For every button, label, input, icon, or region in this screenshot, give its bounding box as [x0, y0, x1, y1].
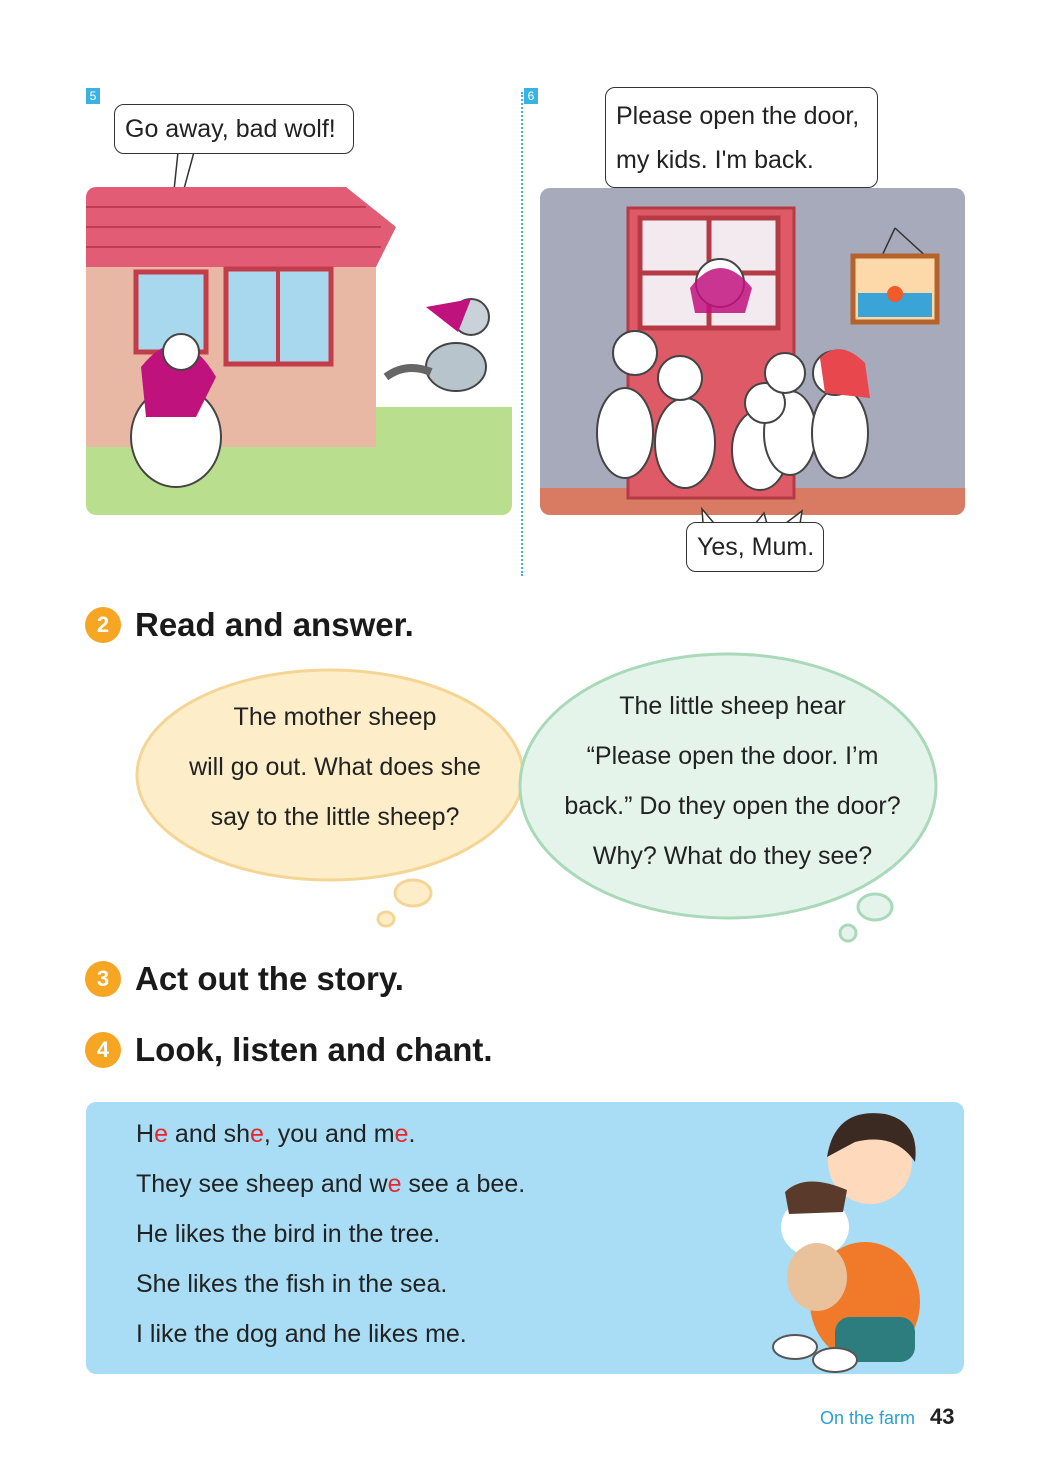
chant-text: He likes the bird in the tree. [136, 1220, 441, 1248]
chant-line [136, 1270, 447, 1299]
section-title: Act out the story. [135, 960, 404, 997]
chant-line [136, 1170, 525, 1199]
panel-number: 6 [524, 88, 538, 104]
chant-text: . [408, 1120, 416, 1148]
speech-text: Go away, bad wolf! [125, 115, 336, 143]
panel-divider [521, 92, 523, 576]
speech-bubble-mother [605, 87, 878, 188]
question-left [150, 692, 520, 842]
highlighted-letter: e [249, 1120, 264, 1148]
door-and-lambs-illustration [540, 188, 965, 515]
panel-number: 5 [86, 88, 100, 104]
chant-text: and sh [167, 1120, 250, 1148]
question-line: back.” Do they open the door? [564, 792, 901, 820]
chant-line [136, 1220, 440, 1249]
section-number: 4 [85, 1032, 121, 1068]
question-right [530, 681, 935, 881]
question-line: Why? What do they see? [592, 842, 873, 870]
speech-bubble-lambs [686, 522, 824, 572]
highlighted-letter: e [394, 1120, 409, 1148]
speech-text: Yes, Mum. [697, 533, 815, 561]
speech-text: Please open the door, [616, 102, 860, 130]
speech-bubble-wolf [114, 104, 354, 154]
chant-line [136, 1320, 467, 1349]
question-line: The mother sheep [233, 703, 437, 731]
house-and-wolf-illustration [86, 187, 512, 515]
section-number: 3 [85, 961, 121, 997]
chant-line [136, 1120, 415, 1149]
question-line: The little sheep hear [619, 692, 846, 720]
chant-text: She likes the fish in the sea. [136, 1270, 448, 1298]
section-act-out [85, 960, 404, 998]
section-number: 2 [85, 607, 121, 643]
question-line: “Please open the door. I’m [586, 742, 879, 770]
question-line: will go out. What does she [189, 753, 481, 781]
chant-text: I like the dog and he likes me. [136, 1320, 467, 1348]
highlighted-letter: e [154, 1120, 168, 1148]
chant-text: see a bee. [401, 1170, 526, 1198]
section-title: Read and answer. [135, 606, 414, 643]
section-title: Look, listen and chant. [135, 1031, 493, 1068]
unit-name: On the farm [820, 1408, 916, 1428]
boy-with-puppy-illustration [755, 1102, 955, 1374]
chant-text: They see sheep and w [136, 1170, 388, 1198]
section-chant [85, 1031, 493, 1069]
speech-text: my kids. I'm back. [616, 146, 814, 174]
page-number: 43 [930, 1404, 955, 1429]
highlighted-letter: e [387, 1170, 402, 1198]
chant-text: , you and m [263, 1120, 395, 1148]
question-line: say to the little sheep? [210, 803, 460, 831]
chant-text: H [136, 1120, 155, 1148]
section-read-and-answer [85, 606, 414, 644]
